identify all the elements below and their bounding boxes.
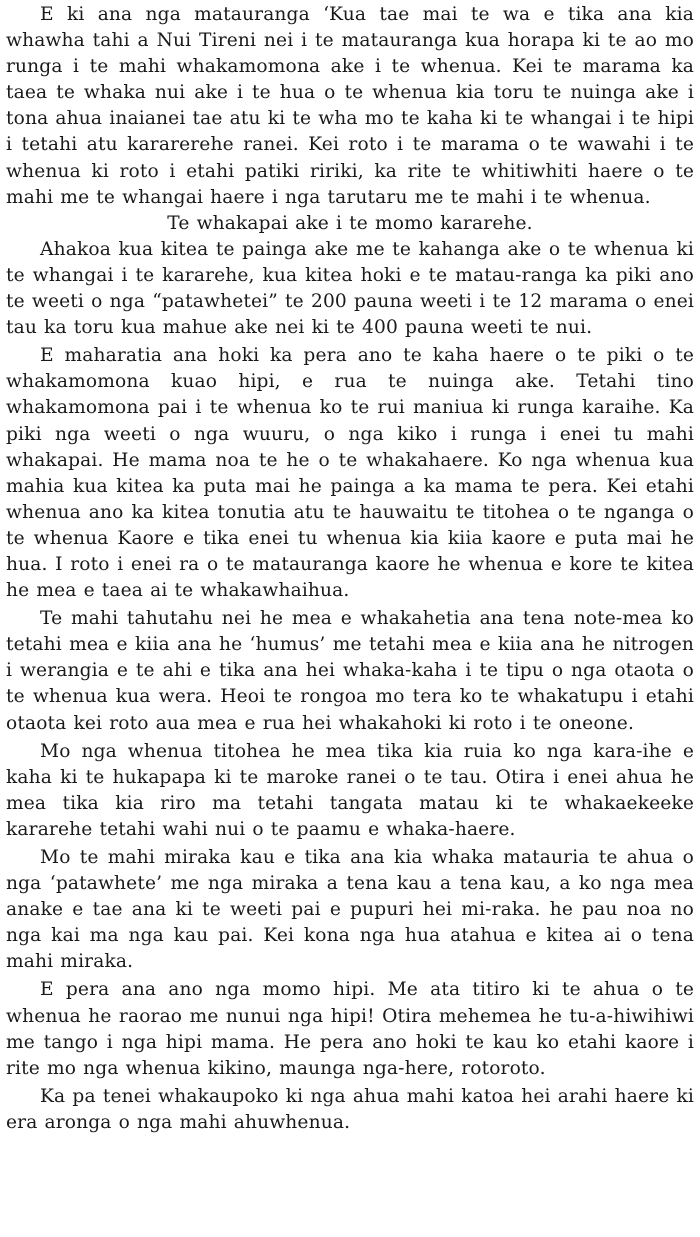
paragraph-dry-land: Mo nga whenua titohea he mea tika kia ruia ko nga kara-ihe e kaha ki te hukapapa ki te maroke ranei o te tau. Otira i enei ahua he mea tika kia riro ma tetahi tangata matau ki te whakaekeeke kararehe tetahi wahi nui o te paamu e whaka-haere. (6, 740, 694, 840)
paragraph-fertilising: E maharatia ana hoki ka pera ano te kaha haere o te piki o te whakamomona kuao hipi, e rua te nuinga ake. Tetahi tino whakamomona pai i te whenua ko te rui maniua ki runga karaihe. Ka piki nga weeti o nga wuuru, o nga kiko i runga i enei tu mahi whakapai. He mama noa te he o te whakahaere. Ko nga whenua kua mahia kua kitea ka puta mai he painga a ka mama te pera. Kei etahi whenua ano ka kitea tonutia atu te hauwaitu te titohea o te nganga o te whenua Kaore e tika enei tu whenua kia kiia kaore e puta mai he hua. I roto i enei ra o te matauranga kaore he whenua e kore te kitea he mea e taea ai te whakawhaihua. (6, 345, 694, 602)
paragraph-intro: E ki ana nga matauranga ‘Kua tae mai te wa e tika ana kia whawha tahi a Nui Tireni nei i te matauranga kua horapa ki te ao mo runga i te mahi whakamomona ake i te whenua. Kei te marama ka taea te whaka nui ake i te hua o te whenua kia toru te nuinga ake i tona ahua inaianei tae atu ki te wha mo te kaha ki te whangai i te hipi i tetahi atu kararerehe ranei. Kei roto i te marama o te wawahi i te whenua ki roto i etahi patiki ririki, ka rite te whitiwhiti haere o te mahi me te whangai haere i nga tarutaru me te mahi i te whenua. (6, 4, 694, 208)
section-heading: Te whakapai ake i te momo kararehe. (167, 212, 533, 234)
paragraph-sheep-breeds: E pera ana ano nga momo hipi. Me ata titiro ki te ahua o te whenua he raorao me nunui nga hipi! Otira mehemea he tu-a-hiwihiwi me tango i nga hipi mama. He pera ano hoki te kau ko etahi kaore i rite mo nga whenua kikino, maunga nga-here, rotoroto. (6, 979, 694, 1079)
paragraph-burning: Te mahi tahutahu nei he mea e whakahetia ana tena note-mea ko tetahi mea e kiia ana he ‘humus’ me tetahi mea e kiia ana he nitrogen i werangia e te ahi e tika ana hei whaka-kaha i te tipu o nga otaota o te whenua kua wera. Heoi te rongoa mo tera ko te whakatupu i etahi otaota kei roto aua mea e rua hei whakahoki ki roto i te oneone. (6, 608, 694, 734)
paragraph-closing: Ka pa tenei whakaupoko ki nga ahua mahi katoa hei arahi haere ki era aronga o nga mahi ahuwhenua. (6, 1085, 694, 1133)
document-page (6, 2, 694, 1136)
paragraph-dairy: Mo te mahi miraka kau e tika ana kia whaka matauria te ahua o nga ‘patawhete’ me nga miraka a tena kau a tena kau, a ko nga mea anake e tae ana ki te weeti pai e pupuri hei mi-raka. he pau noa no nga kai ma nga kau pai. Kei kona nga hua atahua e kitea ai o tena mahi miraka. (6, 847, 694, 973)
paragraph-weight-gain: Ahakoa kua kitea te painga ake me te kahanga ake o te whenua ki te whangai i te kararehe, kua kitea hoki e te matau-ranga ka piki ano te weeti o nga “patawhetei” te 200 pauna weeti i te 12 marama o enei tau ka toru kua mahue ake nei ki te 400 pauna weeti te nui. (6, 238, 694, 339)
